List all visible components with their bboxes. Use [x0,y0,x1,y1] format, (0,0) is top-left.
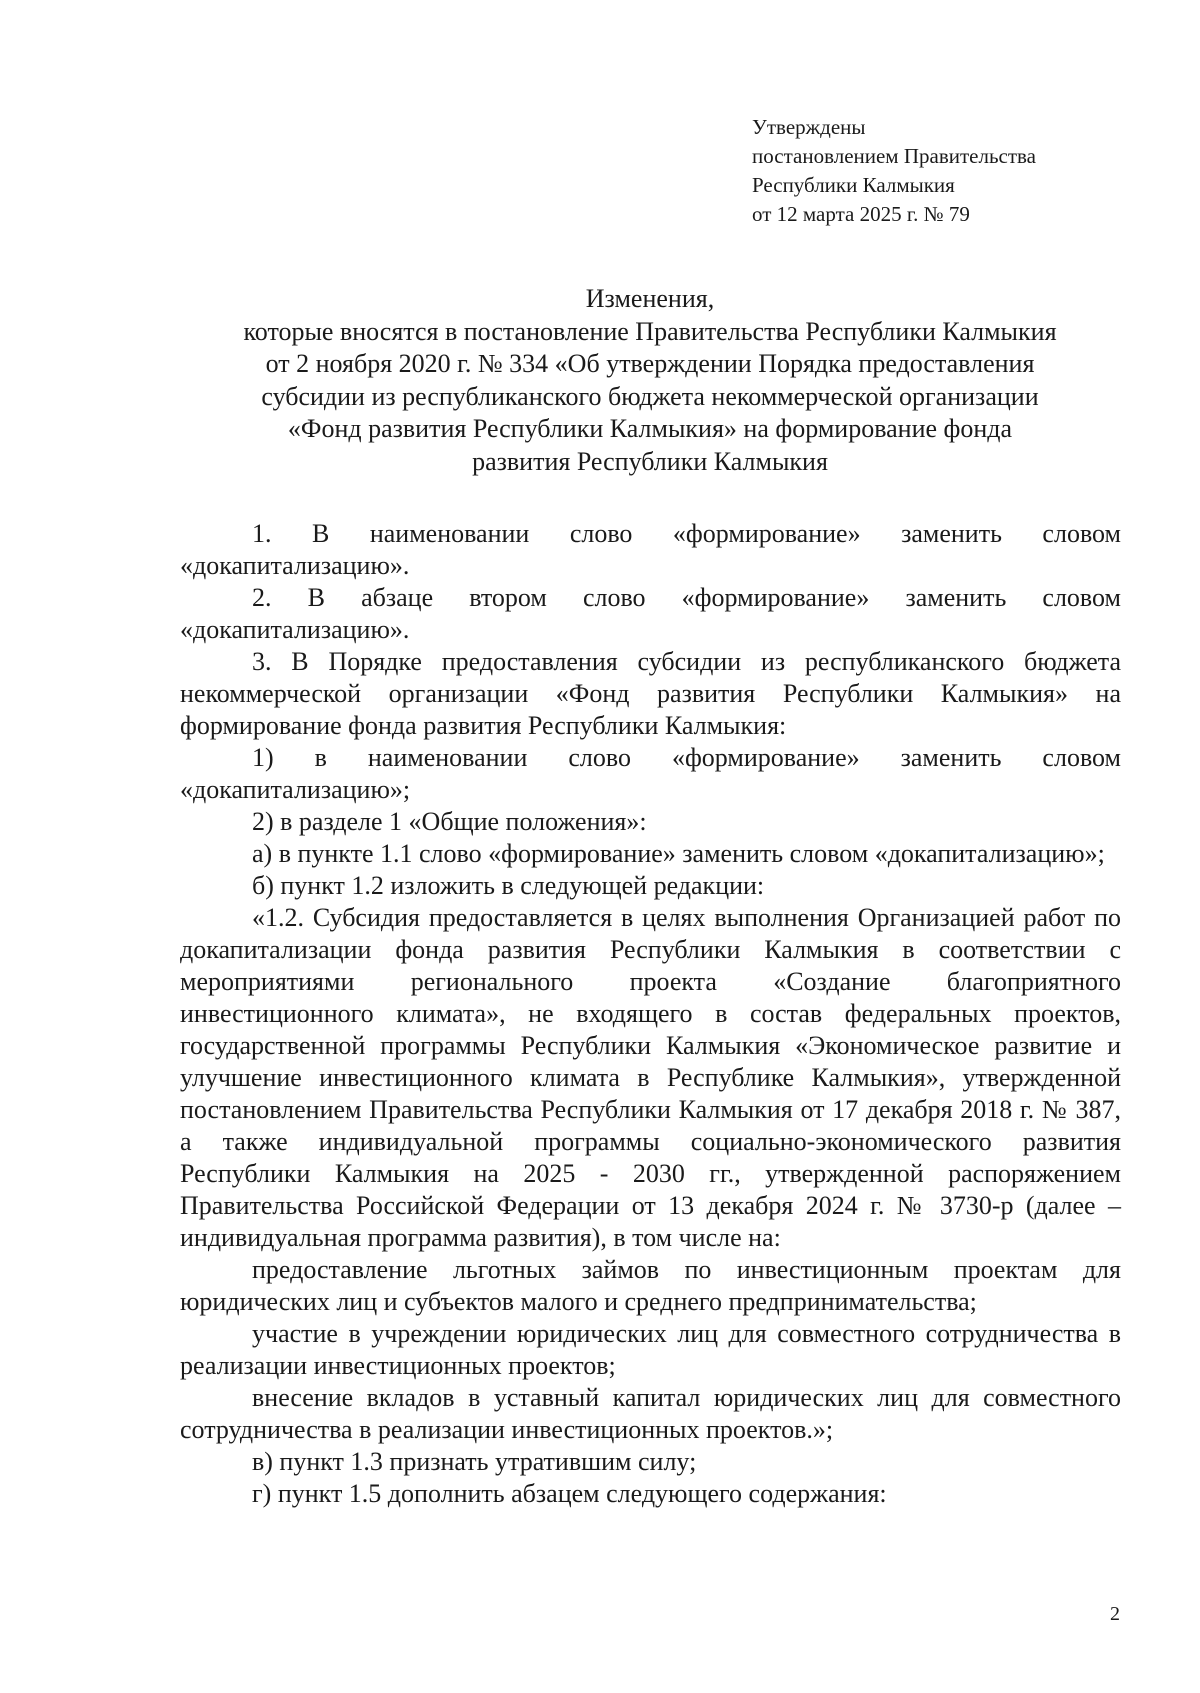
paragraph: б) пункт 1.2 изложить в следующей редакции: [252,871,765,900]
title-line: субсидии из республиканского бюджета некоммерческой организации [261,381,1039,411]
paragraph: «1.2. Субсидия предоставляется в целях выполнения Организацией работ по докапитализации фонда развития Республики Калмыкия в соответствии с мероприятиями регионального проекта «Создание благоприятного инвестиционного климата», не входящего в состав федеральных проектов, государственной программы Республики Калмыкия «Экономическое развитие и улучшение инвестиционного климата в Республике Калмыкия», утвержденной постановлением Правительства Республики Калмыкия от 17 декабря 2018 г. № 387, а также индивидуальной программы социально-экономического развития Республики Калмыкия на 2025 - 2030 гг., утвержденной распоряжением Правительства Российской Федерации от 13 декабря 2024 г. № 3730-р (далее – индивидуальная программа развития), в том числе на: [180,903,1121,1252]
paragraph: 2. В абзаце втором слово «формирование» заменить словом «докапитализацию». [180,583,1121,644]
paragraph: предоставление льготных займов по инвестиционным проектам для юридических лиц и субъектов малого и среднего предпринимательства; [180,1255,1121,1316]
paragraph: участие в учреждении юридических лиц для совместного сотрудничества в реализации инвестиционных проектов; [180,1319,1121,1380]
approval-line: от 12 марта 2025 г. № 79 [752,202,970,226]
approval-stamp [752,113,1036,229]
paragraph: 1. В наименовании слово «формирование» заменить словом «докапитализацию». [180,519,1121,580]
document-body [180,518,1121,1510]
approval-line: Утверждены [752,115,866,139]
title-line: которые вносятся в постановление Правительства Республики Калмыкия [243,316,1057,346]
title-line: Изменения, [585,284,715,313]
paragraph: внесение вкладов в уставный капитал юридических лиц для совместного сотрудничества в реализации инвестиционных проектов.»; [180,1383,1121,1444]
document-title [150,283,1150,478]
title-line: от 2 ноября 2020 г. № 334 «Об утверждении Порядка предоставления [265,349,1035,378]
paragraph: 1) в наименовании слово «формирование» заменить словом «докапитализацию»; [180,743,1121,804]
paragraph: 2) в разделе 1 «Общие положения»: [252,807,647,836]
approval-line: Республики Калмыкия [752,173,955,197]
paragraph: г) пункт 1.5 дополнить абзацем следующего содержания: [252,1479,887,1508]
title-line: развития Республики Калмыкия [472,446,828,476]
approval-line: постановлением Правительства [752,144,1037,168]
paragraph: 3. В Порядке предоставления субсидии из республиканского бюджета некоммерческой организации «Фонд развития Республики Калмыкия» на формирование фонда развития Республики Калмыкия: [180,647,1121,740]
page-number: 2 [1110,1603,1120,1625]
paragraph: а) в пункте 1.1 слово «формирование» заменить словом «докапитализацию»; [252,839,1105,868]
title-line: «Фонд развития Республики Калмыкия» на формирование фонда [287,414,1013,443]
paragraph: в) пункт 1.3 признать утратившим силу; [252,1447,697,1476]
